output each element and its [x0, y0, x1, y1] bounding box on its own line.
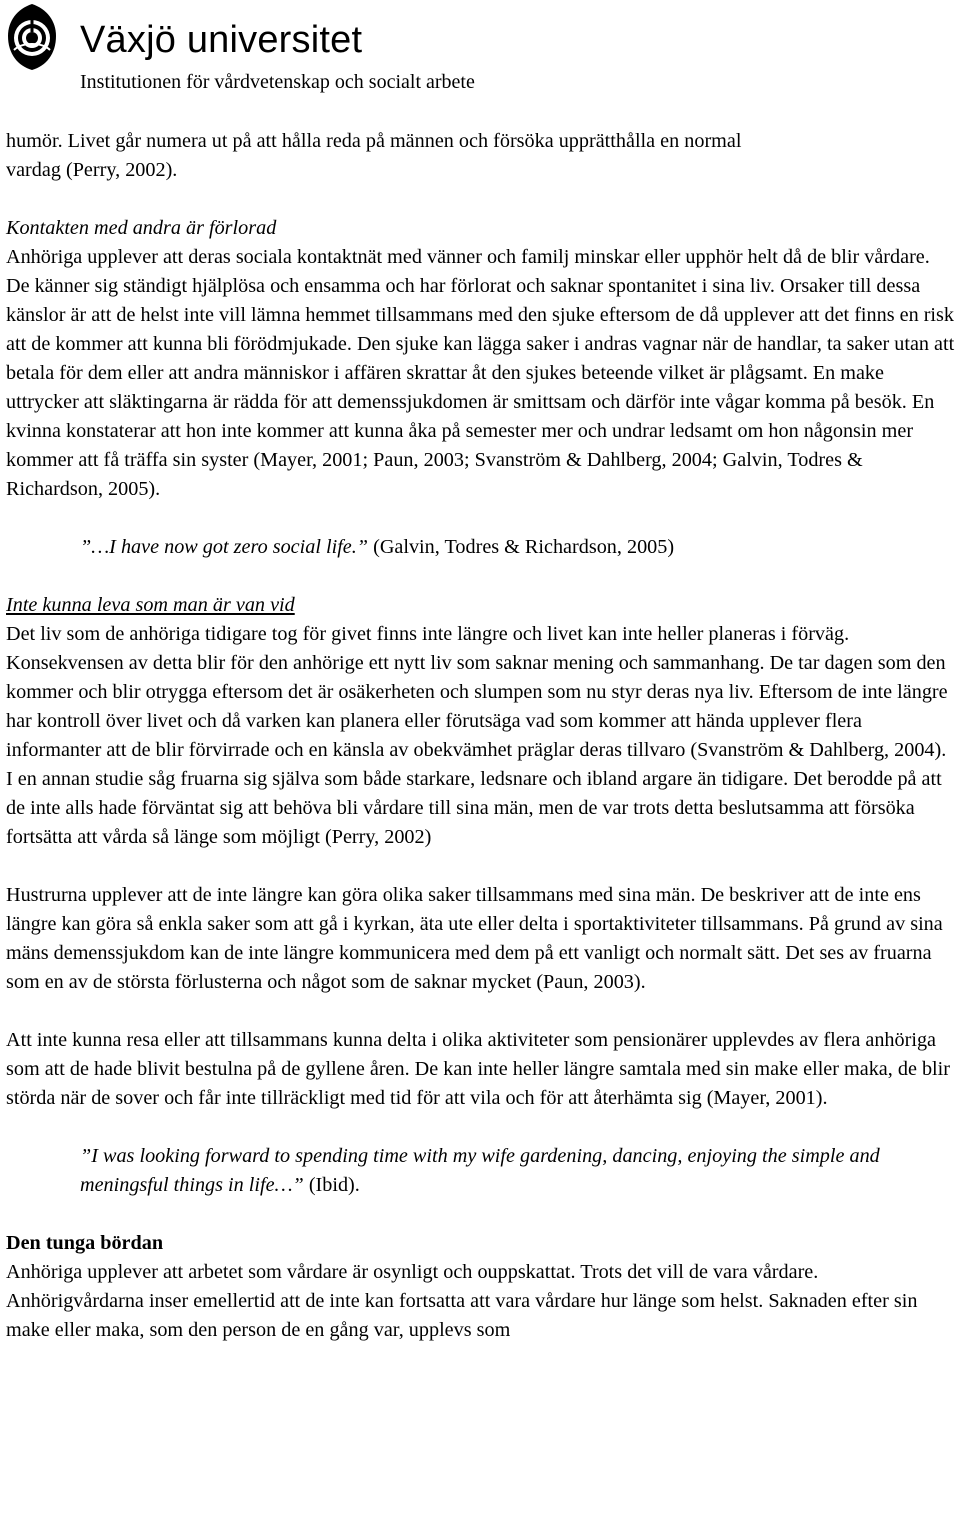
section-heading: Kontakten med andra är förlorad	[6, 217, 277, 239]
paragraph: Hustrurna upplever att de inte längre kan göra olika saker tillsammans med sina män. De beskriver att de inte ens längre kan göra så enkla saker som att gå i kyrkan, äta ute eller delta i sportaktiviteter tillsammans. På grund av sina mäns demenssjukdom kan de inte längre kommunicera med dem på ett vanligt och normalt sätt. Det ses av fruarna som en av de största förlusterna och något som de saknar mycket (Paun, 2003).	[6, 884, 943, 993]
section-heading: Inte kunna leva som man är van vid	[6, 594, 295, 616]
quote-citation: (Galvin, Todres & Richardson, 2005)	[368, 536, 675, 558]
paragraph-line: vardag (Perry, 2002).	[6, 159, 178, 181]
quote-text: ”I was looking forward to spending time with my wife gardening, dancing, enjoying the simple and meningsful things in life…”	[80, 1145, 880, 1196]
quote-text: ”…I have now got zero social life.”	[80, 536, 369, 558]
institution-name: Institutionen för vårdvetenskap och socialt arbete	[80, 71, 475, 93]
block-quote	[6, 533, 956, 562]
paragraph: Att inte kunna resa eller att tillsammans kunna delta i olika aktiviteter som pensionärer upplevdes av flera anhöriga som att de hade blivit bestulna på de gyllene åren. De kan inte heller längre samtala med sin make eller maka, de blir störda när de sover och får inte tillräckligt med tid för att vila och för att återhämta sig (Mayer, 2001).	[6, 1029, 950, 1109]
block-quote	[6, 1142, 956, 1200]
paragraph: Det liv som de anhöriga tidigare tog för givet finns inte längre och livet kan inte heller planeras i förväg. Konsekvensen av detta blir för den anhörige ett nytt liv som saknar mening och sammanhang. De tar dagen som den kommer och blir otrygga eftersom det är osäkerheten och slumpen som nu styr deras nya liv. Eftersom de inte längre har kontroll över livet och då varken kan planera eller förutsäga vad som kommer att hända upplever flera informanter att de blir förvirrade och en känsla av obekvämhet präglar deras tillvaro (Svanström & Dahlberg, 2004). I en annan studie såg fruarna sig själva som både starkare, ledsnare och ibland argare än tidigare. Det berodde på att de inte alls hade förväntat sig att behöva bli vårdare till sina män, men de var trots detta beslutsamma att försöka fortsätta att vårda så länge som möjligt (Perry, 2002)	[6, 623, 948, 848]
paragraph: Anhöriga upplever att deras sociala kontaktnät med vänner och familj minskar eller upphör helt då de blir vårdare. De känner sig ständigt hjälplösa och ensamma och har förlorat och saknar spontanitet i sina liv. Orsaker till dessa känslor är att de helst inte vill lämna hemmet tillsammans med den sjuke eftersom de då upplever att det finns en risk att de kommer att kunna bli förödmjukade. Den sjuke kan lägga saker i andras vagnar när de handlar, ta saker utan att betala för dem eller att andra människor i affären skrattar åt den sjukes beteende vilket är plågsamt. En make uttrycker att släktingarna är rädda för att demenssjukdomen är smittsam och därför inte vågar komma på besök. En kvinna konstaterar att hon inte kommer att kunna åka på semester mer och undrar ledsamt om hon någonsin mer kommer att få träffa sin syster (Mayer, 2001; Paun, 2003; Svanström & Dahlberg, 2004; Galvin, Todres & Richardson, 2005).	[6, 246, 955, 500]
quote-citation: (Ibid).	[303, 1174, 360, 1196]
section-heading: Den tunga bördan	[6, 1232, 164, 1254]
paragraph-line: humör. Livet går numera ut på att hålla reda på männen och försöka upprätthålla en normal	[6, 130, 742, 152]
paragraph: Anhöriga upplever att arbetet som vårdare är osynligt och ouppskattat. Trots det vill de vara vårdare. Anhörigvårdarna inser emellertid att de inte kan fortsatta att vara vårdare hur länge som helst. Saknaden efter sin make eller maka, som den person de en gång var, upplevs som	[6, 1261, 918, 1341]
page-header	[0, 0, 960, 110]
university-name: Växjö universitet	[80, 19, 363, 61]
document-body	[6, 127, 956, 1345]
university-seal-icon	[4, 2, 60, 72]
